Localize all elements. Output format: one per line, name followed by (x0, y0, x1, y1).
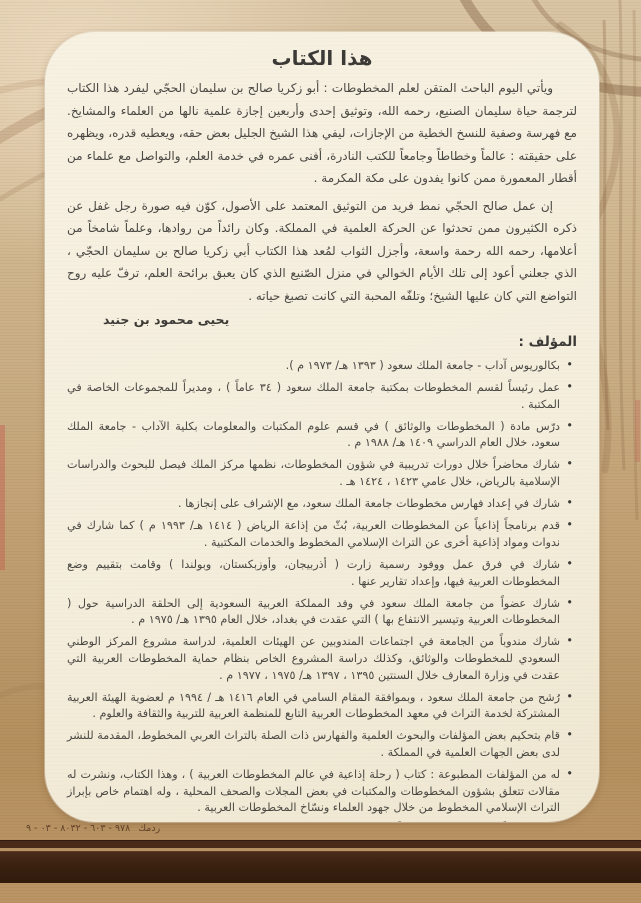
intro-paragraph: ويأتي اليوم الباحث المتقن لعلم المخطوطات : أبو زكريا صالح بن سليمان الحجّي ليفرد هذا الكتاب لترجمة حياة سليمان الصنيع، رحمه الله، وتوثيق إحدى وأربعين إجازة علمية نالها من العلماء والمشايخ. مع فهرسة وصفية للنسخ الخطية من الإجازات، ليفي هذا الشيخ الجليل بعض حقه، ويعطيه قدره، ويظهره على حقيقته : عالماً وخطاطاً وجامعاً للكتب النادرة، أفنى عمره في خدمة العلم، والتواصل مع علماء من أقطار المعمورة ممن كانوا يفدون على مكة المكرمة . (67, 81, 577, 185)
author-bio-item: • شارك محاضراً خلال دورات تدريبية في شؤون المخطوطات، نظمها مركز الملك فيصل للبحوث والدراسات الإسلامية بالرياض، خلال عامي ١٤٢٣ ، ١٤٢٤ هـ . (67, 457, 573, 490)
author-bio-item: • شارك في إعداد فهارس مخطوطات جامعة الملك سعود، مع الإشراف على إنجازها . (67, 496, 573, 513)
author-bio-item: • درّس مادة ( المخطوطات والوثائق ) في قسم علوم المكتبات والمعلومات بكلية الآداب - جامعة الملك سعود، خلال العام الدراسي ١٤٠٩ هـ/ ١٩٨٨ م . (67, 419, 573, 452)
author-bio-item: • رُشح من جامعة الملك سعود ، وبموافقة المقام السامي في العام ١٤١٦ هـ / ١٩٩٤ م لعضوية الهيئة العربية المشتركة لخدمة التراث في معهد المخطوطات العربية التابع للمنظمة العربية للتربية والثقافة والعلوم . (67, 690, 573, 723)
decorative-band-thin (0, 840, 641, 848)
isbn-number: ٩٧٨ - ٦٠٣ - ٨٠٣٢ - ٠٣ - ٩ (26, 823, 131, 834)
author-bio-item: • شارك مندوباً من الجامعة في اجتماعات المندوبين عن الهيئات العلمية، لدراسة مشروع المركز الوطني السعودي للمخطوطات والوثائق، وكذلك دراسة المشروع الخاص بنظام حماية المخطوطات العربية التي عقدت في وزارة المعارف خلال السنتين ١٣٩٥ ، ١٣٩٧ هـ/ ١٩٧٥ ، ١٩٧٧ م . (67, 634, 573, 684)
author-heading: المؤلف : (518, 334, 577, 350)
page-title: هذا الكتاب (271, 46, 373, 70)
author-bio-list (67, 358, 577, 822)
isbn-label: ردمك (138, 823, 161, 834)
signature: يحيى محمود بن جنيد (103, 312, 230, 327)
second-paragraph: إن عمل صالح الحجّي نمط فريد من التوثيق المعتمد على الأصول، كوّن فيه صورة رجل غفل عن ذكره الكثيرون ممن تحدثوا عن الحركة العلمية في المملكة. وكان رائداً من روادها، وعلماً شامخاً من أعلامها، رحمه الله رحمة واسعة، وأجزل الثواب لمُعد هذا الكتاب أبي زكريا صالح بن سليمان الحجّي ، الذي جعلني أعود إلى تلك الأيام الخوالي في منزل الصّنيع الذي كان يعبق برائحة العلم، ترفّ عليه روح التواضع التي كان عليها الشيخ؛ وتلفّه المحبة التي كانت تصبغ حياته . (67, 198, 577, 303)
isbn-line (26, 823, 160, 834)
author-bio-item: • شارك في فرق عمل ووفود رسمية زارت ( أذربيجان، وأوزبكستان، وبولندا ) وقامت بتقييم وضع المخطوطات العربية فيها، وإعداد تقارير عنها . (67, 557, 573, 590)
author-bio-item: • بكالوريوس آداب - جامعة الملك سعود ( ١٣٩٣ هـ/ ١٩٧٣ م ). (67, 358, 573, 375)
decorative-band-thick (0, 851, 641, 883)
author-bio-item: • قدم برنامجاً إذاعياً عن المخطوطات العربية، بُثّ من إذاعة الرياض ( ١٤١٤ هـ/ ١٩٩٣ م ) كما شارك في ندوات ومواد إذاعية أخرى عن التراث الإسلامي المخطوط والخدمات المكتبية . (67, 518, 573, 551)
author-bio-item: • عمل رئيساً لقسم المخطوطات بمكتبة جامعة الملك سعود ( ٣٤ عاماً ) ، ومديراً للمجموعات الخاصة في المكتبة . (67, 380, 573, 413)
author-bio-item: • شارك عضواً من جامعة الملك سعود في وفد المملكة العربية السعودية إلى الحلقة الدراسية حول ( المخطوطات العربية وتيسير الانتفاع بها ) التي عقدت في بغداد، خلال العام ١٣٩٥ هـ/ ١٩٧٥ م . (67, 596, 573, 629)
book-description-panel (45, 32, 599, 822)
author-bio-item: • قام بتحكيم بعض المؤلفات والبحوث العلمية والفهارس ذات الصلة بالتراث العربي المخطوط، المقدمة للنشر لدى بعض الجهات العلمية في المملكة . (67, 728, 573, 761)
author-bio-item: • له من المؤلفات المطبوعة : كتاب ( رحلة إذاعية في عالم المخطوطات العربية ) ، وهذا الكتاب، ونشرت له مقالات تتعلق بشؤون المخطوطات والمكتبات في بعض المجلات والصحف المحلية ، وله اهتمام خاص بإبراز التراث الإسلامي المخطوط من خلال جهود العلماء ونسّاخ المخطوطات العربية . (67, 767, 573, 817)
